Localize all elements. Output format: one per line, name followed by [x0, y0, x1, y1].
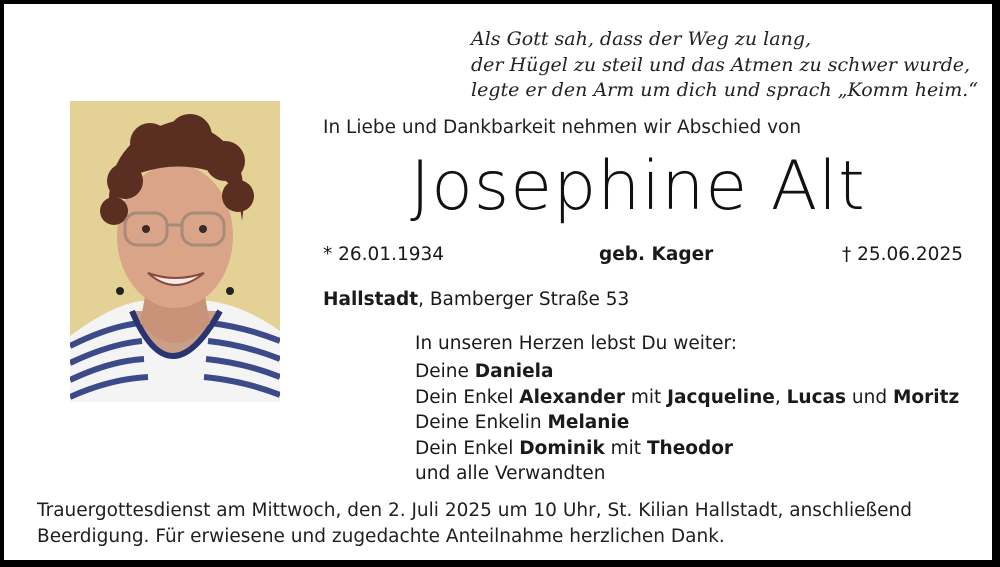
mourner-connector: , [774, 386, 787, 408]
mourner-line: und alle Verwandten [415, 463, 606, 485]
mourner-connector: mit [624, 386, 668, 408]
mourner-relation: Deine [415, 361, 475, 383]
mourners-list [415, 331, 959, 486]
poem-line: Als Gott sah, dass der Weg zu lang, [471, 28, 812, 50]
mourner-connector: mit [604, 437, 647, 459]
mourner-relation: Dein Enkel [415, 437, 520, 459]
poem-line: der Hügel zu steil und das Atmen zu schwer wurde, [471, 53, 971, 76]
birth-date: * 26.01.1934 [323, 244, 445, 265]
mourner-name: Theodor [646, 437, 734, 459]
address-street: , Bamberger Straße 53 [418, 289, 630, 310]
mourner-name: Melanie [547, 412, 630, 434]
mourner-name: Daniela [474, 361, 554, 383]
mourner-line [415, 385, 959, 410]
service-line: Beerdigung. Für erwiesene und zugedachte Anteilnahme herzlichen Dank. [37, 526, 725, 547]
service-notice [37, 498, 967, 550]
mourner-name: Dominik [519, 437, 605, 459]
mourner-line [415, 410, 959, 435]
death-date: † 25.06.2025 [841, 244, 963, 265]
portrait-photo [70, 101, 280, 402]
mourner-line [415, 436, 959, 461]
mourner-name: Alexander [519, 386, 625, 408]
poem-line: legte er den Arm um dich und sprach „Komm heim.“ [471, 79, 979, 101]
mourner-line [415, 359, 959, 384]
deceased-name: Josephine Alt [410, 147, 866, 226]
poem [471, 27, 978, 104]
mourners-lead: In unseren Herzen lebst Du weiter: [415, 333, 738, 354]
address-town: Hallstadt [323, 289, 419, 310]
mourner-relation: Dein Enkel [415, 386, 520, 408]
portrait-illustration [70, 101, 280, 402]
mourner-relation: Deine Enkelin [415, 412, 548, 434]
mourner-connector: und [846, 386, 894, 408]
address [323, 289, 629, 310]
maiden-name: geb. Kager [599, 244, 714, 265]
mourner-name: Jacqueline [667, 386, 775, 408]
mourner-name: Lucas [786, 386, 847, 408]
farewell-intro: In Liebe und Dankbarkeit nehmen wir Abschied von [323, 117, 802, 138]
mourner-name: Moritz [893, 386, 960, 408]
service-line: Trauergottesdienst am Mittwoch, den 2. Juli 2025 um 10 Uhr, St. Kilian Hallstadt, anschließend [37, 500, 912, 521]
